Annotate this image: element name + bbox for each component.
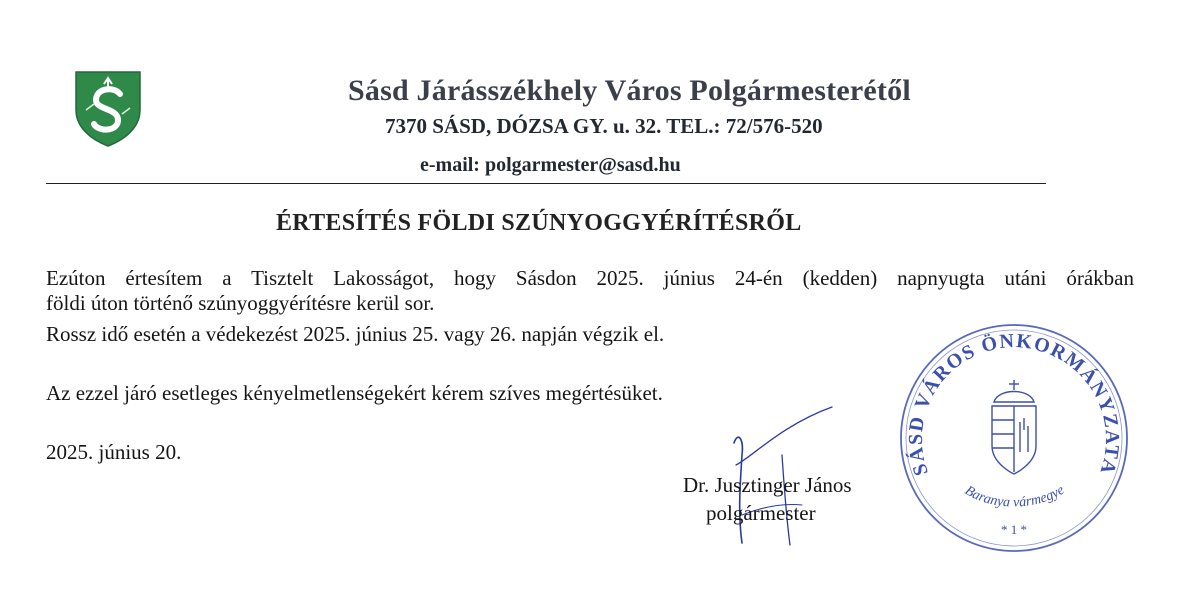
notice-closing-paragraph: Az ezzel járó esetleges kényelmetlenségekért kérem szíves megértésüket. xyxy=(46,381,663,405)
stamp-number: * 1 * xyxy=(1001,522,1027,537)
header-email: e-mail: polgarmester@sasd.hu xyxy=(420,154,681,176)
notice-paragraph-line-2: földi úton történő szúnyoggyérítésre kerül sor. xyxy=(46,291,435,315)
notice-paragraph-line-1: Ezúton értesítem a Tisztelt Lakosságot, hogy Sásdon 2025. június 24-én (kedden) napnyugta utáni órákban xyxy=(46,266,1134,290)
notice-title: ÉRTESÍTÉS FÖLDI SZÚNYOGGYÉRÍTÉSRŐL xyxy=(276,210,802,236)
town-crest-shield-icon xyxy=(74,70,142,148)
coat-of-arms-icon xyxy=(992,380,1036,474)
header-address: 7370 SÁSD, DÓZSA GY. u. 32. TEL.: 72/576-520 xyxy=(385,114,823,138)
signatory-name: Dr. Jusztinger János xyxy=(683,473,852,497)
signatory-role: polgármester xyxy=(706,501,816,525)
header-divider xyxy=(46,183,1046,184)
svg-text:Baranya vármegye xyxy=(962,483,1067,511)
stamp-inner-text: Baranya vármegye xyxy=(962,482,1068,511)
notice-date: 2025. június 20. xyxy=(46,440,182,464)
stamp-outer-text: SÁSD VÁROS ÖNKORMÁNYZATA xyxy=(904,330,1124,479)
header-title: Sásd Járásszékhely Város Polgármesterétől xyxy=(348,74,911,107)
official-stamp xyxy=(898,322,1130,554)
notice-paragraph-line-3: Rossz idő esetén a védekezést 2025. június 25. vagy 26. napján végzik el. xyxy=(46,322,665,346)
